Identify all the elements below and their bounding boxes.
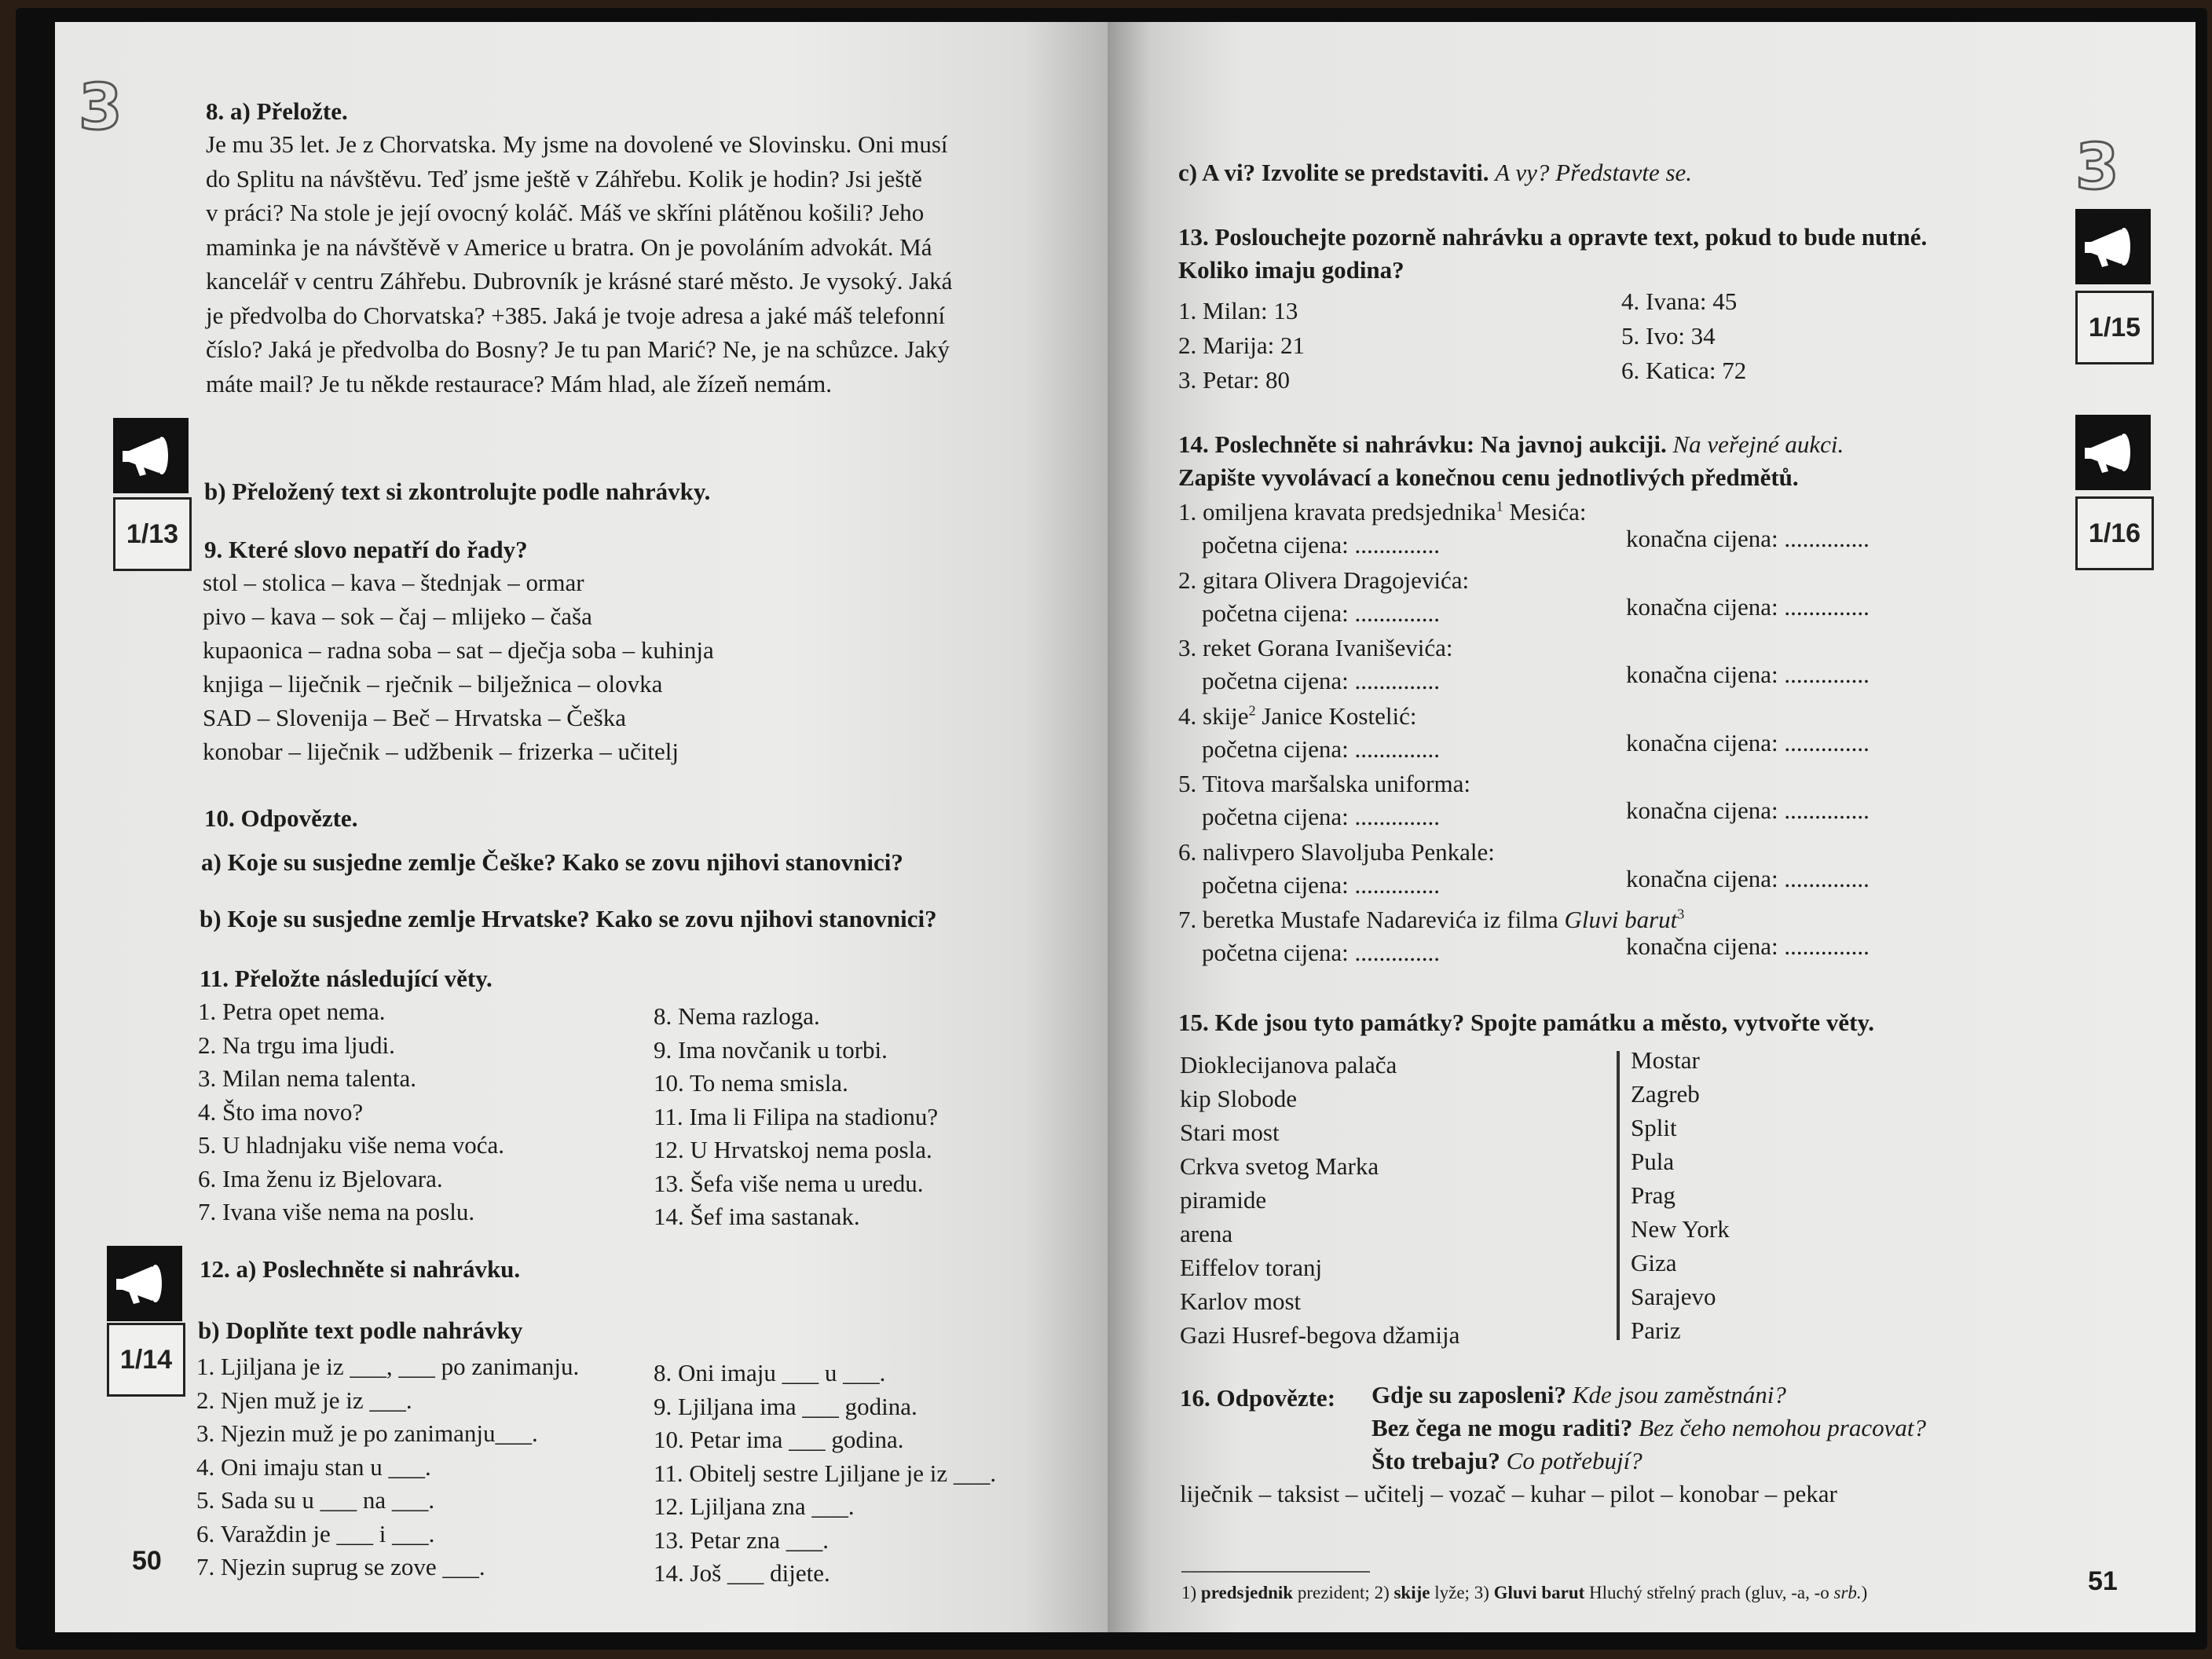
ex8-text-line: maminka je na návštěvě v Americe u bratra. On je povoláním advokát. Má <box>206 233 932 261</box>
starting-price-blank: početna cijena: .............. <box>1202 734 1441 763</box>
ex11-title: 11. Přeložte následující věty. <box>200 965 493 992</box>
ex16-q2-italic: Bez čeho nemohou pracovat? <box>1639 1414 1926 1441</box>
ex8-text-line: číslo? Jaká je předvolba do Bosny? Je tu pan Marić? Ne, je na schůzce. Jaký <box>206 335 950 363</box>
megaphone-icon <box>2075 415 2151 490</box>
ex12-gap-sentence: 7. Njezin suprug se zove ___. <box>196 1553 485 1580</box>
final-price-blank: konačna cijena: .............. <box>1626 932 1870 960</box>
ex12c-bold: c) A vi? Izvolite se predstaviti. <box>1178 159 1489 186</box>
ex10-question-a: a) Koje su susjedne zemlje Češke? Kako se zovu njihovi stanovnici? <box>201 848 903 876</box>
ex16-q3 <box>1372 1445 1643 1477</box>
ex12-gap-sentence: 1. Ljiljana je iz ___, ___ po zanimanju. <box>196 1353 580 1380</box>
ex12-gap-sentence: 9. Ljiljana ima ___ godina. <box>654 1392 917 1420</box>
ex9-item: konobar – liječnik – udžbenik – frizerka – učitelj <box>203 738 679 765</box>
ex15-city: Zagreb <box>1631 1080 1700 1108</box>
ex14-title-italic: Na veřejné aukci. <box>1672 430 1844 458</box>
audio-icon <box>2075 415 2151 490</box>
ex16-title: 16. Odpovězte: <box>1180 1384 1336 1412</box>
footnote-marker: 3 <box>1677 906 1685 922</box>
ex14-title: 14. Poslechněte si nahrávku: Na javnoj aukciji. <box>1178 430 1667 458</box>
ex14-item-text: 7. beretka Mustafe Nadarevića iz filma <box>1178 906 1565 933</box>
ex13-age-item: 5. Ivo: 34 <box>1621 322 1716 350</box>
ex12-gap-sentence: 3. Njezin muž je po zanimanju___. <box>196 1419 538 1447</box>
ex16-q3-italic: Co potřebují? <box>1506 1447 1643 1474</box>
ex13-age-item: 4. Ivana: 45 <box>1621 287 1738 315</box>
footnote-marker: 2 <box>1248 702 1256 719</box>
ex14-item <box>1178 768 1470 800</box>
ex13-age-item: 3. Petar: 80 <box>1178 366 1291 394</box>
ex12-gap-sentence: 5. Sada su u ___ na ___. <box>196 1486 435 1514</box>
ex12-gap-sentence: 11. Obitelj sestre Ljiljane je iz ___. <box>654 1459 997 1487</box>
ex14-item-text: 2. gitara Olivera Dragojevića: <box>1178 566 1470 594</box>
ex11-sentence: 14. Šef ima sastanak. <box>654 1203 860 1230</box>
megaphone-icon <box>113 418 189 493</box>
ex14-item-text: 4. skije <box>1178 701 1249 730</box>
ex8-text-line: kancelář v centru Záhřebu. Dubrovník je krásné staré město. Je vysoký. Jaká <box>206 267 953 295</box>
ex15-city: Split <box>1631 1114 1677 1141</box>
ex15-city: New York <box>1631 1215 1730 1243</box>
ex9-item: knjiga – liječnik – rječnik – bilježnica – olovka <box>203 670 663 698</box>
ex8-text-line: Je mu 35 let. Je z Chorvatska. My jsme na dovolené ve Slovinsku. Oni musí <box>206 130 948 158</box>
starting-price-blank: početna cijena: .............. <box>1202 939 1441 966</box>
ex15-landmark: kip Slobode <box>1180 1085 1297 1112</box>
ex8-b-title: b) Přeložený text si zkontrolujte podle nahrávky. <box>204 478 711 505</box>
page-number-left: 50 <box>132 1546 162 1576</box>
ex11-sentence: 4. Što ima novo? <box>198 1097 364 1126</box>
ex11-sentence: 8. Nema razloga. <box>654 1002 820 1030</box>
ex11-sentence: 1. Petra opet nema. <box>198 998 386 1025</box>
ex14-item-text: 3. reket Gorana Ivaniševića: <box>1178 634 1453 661</box>
starting-price-blank: početna cijena: .............. <box>1202 531 1441 558</box>
fn-text-3-italic: srb. <box>1833 1583 1862 1602</box>
track-badge-1-15: 1/15 <box>2075 291 2154 364</box>
ex11-sentence: 3. Milan nema talenta. <box>198 1064 417 1092</box>
audio-icon <box>107 1246 182 1321</box>
fn-word-2: skije <box>1393 1583 1430 1602</box>
ex12-gap-sentence: 12. Ljiljana zna ___. <box>654 1492 855 1520</box>
ex8-text-line: do Splitu na návštěvu. Teď jsme ještě v Záhřebu. Kolik je hodin? Jsi ještě <box>206 164 922 192</box>
ex14-title-line <box>1178 429 1844 460</box>
starting-price-blank: početna cijena: .............. <box>1202 599 1441 627</box>
ex15-city: Sarajevo <box>1631 1283 1716 1310</box>
ex12-gap-sentence: 10. Petar ima ___ godina. <box>654 1426 904 1453</box>
track-badge-1-14: 1/14 <box>107 1323 185 1397</box>
ex14-item-text: 6. nalivpero Slavoljuba Penkale: <box>1178 837 1495 866</box>
ex14-item <box>1178 565 1469 596</box>
ex12-gap-sentence: 14. Još ___ dijete. <box>654 1559 830 1587</box>
fn-word-3: Gluvi barut <box>1493 1583 1585 1602</box>
ex16-q1-bold: Gdje su zaposleni? <box>1372 1381 1567 1408</box>
ex12-gap-sentence: 6. Varaždin je ___ i ___. <box>196 1519 435 1547</box>
ex9-item: stol – stolica – kava – štednjak – ormar <box>203 569 584 596</box>
ex15-landmark: Karlov most <box>1180 1287 1302 1315</box>
ex11-sentence: 2. Na trgu ima ljudi. <box>198 1031 395 1059</box>
final-price-blank: konačna cijena: .............. <box>1626 661 1870 688</box>
ex15-city: Prag <box>1631 1181 1675 1209</box>
ex14-item <box>1178 632 1452 664</box>
ex9-title: 9. Které slovo nepatří do řady? <box>204 536 528 563</box>
ex16-q1 <box>1372 1379 1786 1411</box>
ex12-gap-sentence: 8. Oni imaju ___ u ___. <box>654 1359 886 1386</box>
starting-price-blank: početna cijena: .............. <box>1202 667 1441 694</box>
ex13-age-item: 1. Milan: 13 <box>1178 297 1298 324</box>
page-number-right: 51 <box>2088 1566 2118 1596</box>
unit-number: 3 <box>79 71 123 144</box>
ex14-item <box>1178 904 1684 936</box>
megaphone-icon <box>2075 209 2151 284</box>
fn-text-2: lyže; <box>1430 1583 1474 1602</box>
ex12c-italic: A vy? Představte se. <box>1495 159 1693 186</box>
ex13-age-item: 2. Marija: 21 <box>1178 331 1305 359</box>
ex11-sentence: 10. To nema smisla. <box>654 1069 848 1097</box>
ex9-item: kupaonica – radna soba – sat – dječja soba – kuhinja <box>203 636 714 664</box>
ex9-item: SAD – Slovenija – Beč – Hrvatska – Češka <box>203 704 626 731</box>
ex12c-line <box>1178 157 1692 189</box>
ex10-title: 10. Odpovězte. <box>204 804 358 832</box>
ex11-sentence: 12. U Hrvatskoj nema posla. <box>654 1136 932 1163</box>
final-price-blank: konačna cijena: .............. <box>1626 525 1870 552</box>
ex12-title: 12. a) Poslechněte si nahrávku. <box>200 1255 521 1283</box>
ex15-landmark: Crkva svetog Marka <box>1180 1152 1379 1180</box>
final-price-blank: konačna cijena: .............. <box>1626 864 1870 892</box>
final-price-blank: konačna cijena: .............. <box>1626 797 1870 824</box>
unit-number: 3 <box>2075 130 2119 203</box>
ex14-subtitle: Zapište vyvolávací a konečnou cenu jednotlivých předmětů. <box>1178 463 1799 491</box>
fn-num-2: 2) <box>1374 1583 1394 1602</box>
ex13-age-item: 6. Katica: 72 <box>1621 357 1747 384</box>
ex16-q3-bold: Što trebaju? <box>1372 1447 1500 1474</box>
ex11-sentence: 13. Šefa više nema u uredu. <box>654 1169 924 1197</box>
track-badge-1-16: 1/16 <box>2075 496 2154 570</box>
ex13-title: 13. Poslouchejte pozorně nahrávku a opravte text, pokud to bude nutné. <box>1178 223 1928 251</box>
ex15-city: Pariz <box>1631 1317 1681 1344</box>
footnote-marker: 1 <box>1496 498 1503 515</box>
ex14-item-text: 1. omiljena kravata predsjednika <box>1178 498 1496 526</box>
ex15-city: Mostar <box>1631 1046 1700 1074</box>
ex12-b-title: b) Doplňte text podle nahrávky <box>198 1317 523 1344</box>
ex14-film-title: Gluvi barut <box>1564 906 1678 933</box>
fn-text-3: Hluchý střelný prach (gluv, -a, -o <box>1584 1583 1834 1602</box>
ex16-q2 <box>1372 1412 1926 1444</box>
ex14-item <box>1178 496 1586 528</box>
ex8-text-line: je předvolba do Chorvatska? +385. Jaká je tvoje adresa a jaké máš telefonní <box>206 301 946 329</box>
fn-num-1: 1) <box>1181 1583 1201 1602</box>
final-price-blank: konačna cijena: .............. <box>1626 728 1870 756</box>
footnote-rule <box>1181 1571 1370 1573</box>
ex15-city: Pula <box>1631 1148 1675 1175</box>
ex14-item-text: 5. Titova maršalska uniforma: <box>1178 770 1470 797</box>
right-page <box>1108 22 2196 1632</box>
audio-icon <box>113 418 189 493</box>
ex11-sentence: 9. Ima novčanik u torbi. <box>654 1035 888 1064</box>
ex11-sentence: 6. Ima ženu iz Bjelovara. <box>198 1164 443 1192</box>
ex15-landmark: Stari most <box>1180 1119 1280 1146</box>
starting-price-blank: početna cijena: .............. <box>1202 803 1441 830</box>
starting-price-blank: početna cijena: .............. <box>1202 870 1441 899</box>
audio-icon <box>2075 209 2151 284</box>
fn-text-1: prezident; <box>1293 1583 1375 1602</box>
ex16-q2-bold: Bez čega ne mogu raditi? <box>1372 1414 1633 1441</box>
ex14-item-text-rest: Janice Kostelić: <box>1255 701 1417 730</box>
left-page <box>55 22 1108 1632</box>
ex14-item-text-rest: Mesića: <box>1503 498 1587 526</box>
fn-text-3-end: ) <box>1861 1583 1868 1602</box>
ex15-landmark: arena <box>1180 1220 1233 1247</box>
ex8-title: 8. a) Přeložte. <box>206 97 348 125</box>
ex13-subtitle: Koliko imaju godina? <box>1178 256 1404 284</box>
ex12-gap-sentence: 13. Petar zna ___. <box>654 1525 829 1554</box>
ex8-text-line: v práci? Na stole je její ovocný koláč. Máš ve skříni plátěnou košili? Jeho <box>206 199 925 226</box>
final-price-blank: konačna cijena: .............. <box>1626 592 1870 621</box>
ex14-item <box>1178 701 1416 732</box>
ex11-sentence: 11. Ima li Filipa na stadionu? <box>654 1102 939 1130</box>
ex15-city: Giza <box>1631 1249 1677 1276</box>
ex11-sentence: 5. U hladnjaku više nema voća. <box>198 1131 504 1159</box>
megaphone-icon <box>107 1246 182 1321</box>
ex16-q1-italic: Kde jsou zaměstnáni? <box>1572 1381 1786 1408</box>
ex12-gap-sentence: 2. Njen muž je iz ___. <box>196 1386 412 1414</box>
fn-word-1: predsjednik <box>1200 1583 1294 1602</box>
track-badge-1-13: 1/13 <box>113 497 192 571</box>
ex15-landmark: Dioklecijanova palača <box>1180 1051 1397 1079</box>
ex11-sentence: 7. Ivana više nema na poslu. <box>198 1198 475 1225</box>
ex15-landmark: Eiffelov toranj <box>1180 1254 1323 1281</box>
ex12-gap-sentence: 4. Oni imaju stan u ___. <box>196 1452 431 1481</box>
column-divider <box>1617 1051 1620 1340</box>
ex14-item <box>1178 837 1495 868</box>
ex15-landmark: piramide <box>1180 1186 1267 1214</box>
footnote <box>1181 1577 1867 1609</box>
ex8-text-line: máte mail? Je tu někde restaurace? Mám hlad, ale žízeň nemám. <box>206 369 833 397</box>
ex9-item: pivo – kava – sok – čaj – mlijeko – čaša <box>203 602 592 630</box>
ex15-title: 15. Kde jsou tyto památky? Spojte památku a město, vytvořte věty. <box>1178 1009 1875 1036</box>
ex16-word-list: liječnik – taksist – učitelj – vozač – kuhar – pilot – konobar – pekar <box>1180 1480 1837 1507</box>
ex10-question-b: b) Koje su susjedne zemlje Hrvatske? Kako se zovu njihovi stanovnici? <box>200 905 937 932</box>
ex15-landmark: Gazi Husref-begova džamija <box>1180 1321 1460 1349</box>
fn-num-3: 3) <box>1474 1583 1494 1602</box>
